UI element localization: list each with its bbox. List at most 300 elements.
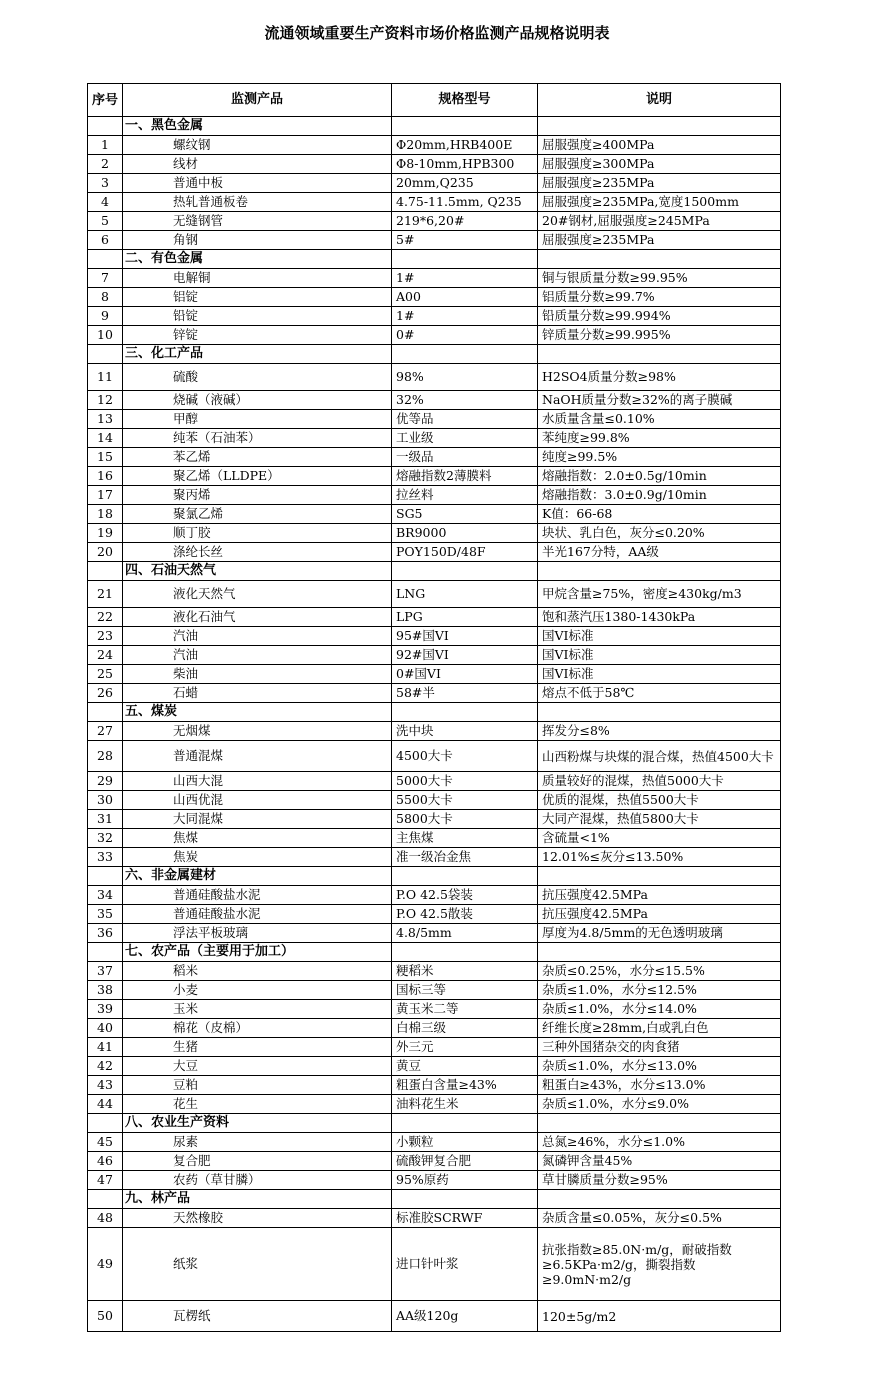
- row-number: 37: [88, 962, 123, 981]
- product-name: 花生: [123, 1095, 392, 1114]
- category-seq-cell: [88, 703, 123, 722]
- note-text: 总氮≥46%，水分≤1.0%: [538, 1133, 781, 1152]
- table-row: [88, 1076, 781, 1095]
- spec-value: 硫酸钾复合肥: [392, 1152, 538, 1171]
- spec-value: P.O 42.5袋装: [392, 886, 538, 905]
- row-number: 36: [88, 924, 123, 943]
- category-seq-cell: [88, 562, 123, 581]
- spec-value: Φ20mm,HRB400E: [392, 136, 538, 155]
- note-text: 大同产混煤，热值5800大卡: [538, 810, 781, 829]
- row-number: 30: [88, 791, 123, 810]
- spec-value: 32%: [392, 391, 538, 410]
- table-row: [88, 791, 781, 810]
- category-spec-cell: [392, 943, 538, 962]
- product-name: 角钢: [123, 231, 392, 250]
- category-spec-cell: [392, 1114, 538, 1133]
- product-name: 玉米: [123, 1000, 392, 1019]
- product-name: 农药（草甘膦）: [123, 1171, 392, 1190]
- spec-value: 95%原药: [392, 1171, 538, 1190]
- row-number: 22: [88, 608, 123, 627]
- note-text: 纤维长度≥28mm,白或乳白色: [538, 1019, 781, 1038]
- row-number: 35: [88, 905, 123, 924]
- note-text: 铜与银质量分数≥99.95%: [538, 269, 781, 288]
- product-name: 普通混煤: [123, 741, 392, 772]
- row-number: 17: [88, 486, 123, 505]
- table-row: [88, 1038, 781, 1057]
- row-number: 47: [88, 1171, 123, 1190]
- note-text: 屈服强度≥235MPa: [538, 174, 781, 193]
- note-text: 抗压强度42.5MPa: [538, 905, 781, 924]
- product-name: 无烟煤: [123, 722, 392, 741]
- table-row: [88, 448, 781, 467]
- category-row: [88, 562, 781, 581]
- row-number: 48: [88, 1209, 123, 1228]
- product-name: 电解铜: [123, 269, 392, 288]
- note-text: 挥发分≤8%: [538, 722, 781, 741]
- table-row: [88, 741, 781, 772]
- spec-value: 一级品: [392, 448, 538, 467]
- row-number: 46: [88, 1152, 123, 1171]
- product-name: 无缝钢管: [123, 212, 392, 231]
- note-text: 块状、乳白色，灰分≤0.20%: [538, 524, 781, 543]
- note-text: 屈服强度≥400MPa: [538, 136, 781, 155]
- note-text: 屈服强度≥235MPa,宽度1500mm: [538, 193, 781, 212]
- table-row: [88, 174, 781, 193]
- table-row: [88, 288, 781, 307]
- header-product: 监测产品: [123, 84, 392, 117]
- row-number: 43: [88, 1076, 123, 1095]
- product-name: 聚氯乙烯: [123, 505, 392, 524]
- category-label: 三、化工产品: [123, 345, 392, 364]
- spec-value: 95#国VI: [392, 627, 538, 646]
- spec-value: 5000大卡: [392, 772, 538, 791]
- product-name: 尿素: [123, 1133, 392, 1152]
- note-text: 20#钢材,屈服强度≥245MPa: [538, 212, 781, 231]
- category-spec-cell: [392, 867, 538, 886]
- category-seq-cell: [88, 250, 123, 269]
- category-note-cell: [538, 943, 781, 962]
- note-text: 12.01%≤灰分≤13.50%: [538, 848, 781, 867]
- table-row: [88, 505, 781, 524]
- category-row: [88, 943, 781, 962]
- row-number: 3: [88, 174, 123, 193]
- note-text: 铅质量分数≥99.994%: [538, 307, 781, 326]
- note-text: 杂质≤0.25%，水分≤15.5%: [538, 962, 781, 981]
- table-row: [88, 155, 781, 174]
- row-number: 2: [88, 155, 123, 174]
- note-text: 水质量含量≤0.10%: [538, 410, 781, 429]
- note-text: 杂质≤1.0%，水分≤9.0%: [538, 1095, 781, 1114]
- row-number: 11: [88, 364, 123, 391]
- row-number: 41: [88, 1038, 123, 1057]
- table-row: [88, 981, 781, 1000]
- row-number: 13: [88, 410, 123, 429]
- table-row: [88, 364, 781, 391]
- category-seq-cell: [88, 117, 123, 136]
- category-seq-cell: [88, 867, 123, 886]
- product-name: 硫酸: [123, 364, 392, 391]
- table-row: [88, 924, 781, 943]
- header-note: 说明: [538, 84, 781, 117]
- spec-value: POY150D/48F: [392, 543, 538, 562]
- spec-value: 1#: [392, 307, 538, 326]
- category-label: 九、林产品: [123, 1190, 392, 1209]
- spec-value: 国标三等: [392, 981, 538, 1000]
- note-text: 优质的混煤，热值5500大卡: [538, 791, 781, 810]
- table-row: [88, 1019, 781, 1038]
- table-row: [88, 665, 781, 684]
- category-row: [88, 117, 781, 136]
- spec-value: 洗中块: [392, 722, 538, 741]
- row-number: 45: [88, 1133, 123, 1152]
- product-name: 铝锭: [123, 288, 392, 307]
- table-row: [88, 962, 781, 981]
- note-text: 甲烷含量≥75%，密度≥430kg/m3: [538, 581, 781, 608]
- product-name: 普通硅酸盐水泥: [123, 886, 392, 905]
- spec-value: 5500大卡: [392, 791, 538, 810]
- note-text: 国VI标准: [538, 646, 781, 665]
- category-row: [88, 345, 781, 364]
- row-number: 32: [88, 829, 123, 848]
- note-text: NaOH质量分数≥32%的离子膜碱: [538, 391, 781, 410]
- table-row: [88, 1171, 781, 1190]
- table-row: [88, 627, 781, 646]
- spec-value: 粳稻米: [392, 962, 538, 981]
- category-label: 七、农产品（主要用于加工）: [123, 943, 392, 962]
- category-row: [88, 703, 781, 722]
- table-row: [88, 886, 781, 905]
- table-row: [88, 608, 781, 627]
- category-spec-cell: [392, 562, 538, 581]
- row-number: 29: [88, 772, 123, 791]
- note-text: 质量较好的混煤，热值5000大卡: [538, 772, 781, 791]
- spec-value: 58#半: [392, 684, 538, 703]
- table-row: [88, 1152, 781, 1171]
- category-seq-cell: [88, 345, 123, 364]
- note-text: 杂质≤1.0%，水分≤13.0%: [538, 1057, 781, 1076]
- spec-value: 5800大卡: [392, 810, 538, 829]
- category-label: 二、有色金属: [123, 250, 392, 269]
- note-text: 苯纯度≥99.8%: [538, 429, 781, 448]
- spec-value: 准一级冶金焦: [392, 848, 538, 867]
- note-text: 抗张指数≥85.0N·m/g，耐破指数≥6.5KPa·m2/g，撕裂指数≥9.0mN·m2/g: [538, 1228, 781, 1301]
- product-name: 液化天然气: [123, 581, 392, 608]
- note-text: 铝质量分数≥99.7%: [538, 288, 781, 307]
- row-number: 4: [88, 193, 123, 212]
- product-name: 烧碱（液碱）: [123, 391, 392, 410]
- spec-value: AA级120g: [392, 1301, 538, 1332]
- table-row: [88, 848, 781, 867]
- note-text: 熔融指数：3.0±0.9g/10min: [538, 486, 781, 505]
- spec-value: 4.8/5mm: [392, 924, 538, 943]
- row-number: 50: [88, 1301, 123, 1332]
- note-text: 国VI标准: [538, 627, 781, 646]
- spec-value: 外三元: [392, 1038, 538, 1057]
- spec-value: 油料花生米: [392, 1095, 538, 1114]
- spec-value: P.O 42.5散装: [392, 905, 538, 924]
- spec-value: 98%: [392, 364, 538, 391]
- note-text: 三种外国猪杂交的肉食猪: [538, 1038, 781, 1057]
- table-row: [88, 829, 781, 848]
- table-row: [88, 1133, 781, 1152]
- row-number: 6: [88, 231, 123, 250]
- table-row: [88, 1057, 781, 1076]
- category-note-cell: [538, 117, 781, 136]
- spec-value: 黄豆: [392, 1057, 538, 1076]
- spec-value: 5#: [392, 231, 538, 250]
- table-row: [88, 1000, 781, 1019]
- table-row: [88, 905, 781, 924]
- note-text: 含硫量<1%: [538, 829, 781, 848]
- category-label: 六、非金属建材: [123, 867, 392, 886]
- spec-value: 1#: [392, 269, 538, 288]
- product-name: 热轧普通板卷: [123, 193, 392, 212]
- row-number: 34: [88, 886, 123, 905]
- header-spec: 规格型号: [392, 84, 538, 117]
- spec-value: 粗蛋白含量≥43%: [392, 1076, 538, 1095]
- category-note-cell: [538, 867, 781, 886]
- row-number: 26: [88, 684, 123, 703]
- product-name: 纯苯（石油苯）: [123, 429, 392, 448]
- table-row: [88, 231, 781, 250]
- row-number: 5: [88, 212, 123, 231]
- table-row: [88, 1095, 781, 1114]
- table-row: [88, 684, 781, 703]
- category-spec-cell: [392, 117, 538, 136]
- spec-value: 4.75-11.5mm, Q235: [392, 193, 538, 212]
- row-number: 33: [88, 848, 123, 867]
- note-text: 半光167分特，AA级: [538, 543, 781, 562]
- category-seq-cell: [88, 1190, 123, 1209]
- note-text: 纯度≥99.5%: [538, 448, 781, 467]
- category-spec-cell: [392, 345, 538, 364]
- spec-table: [87, 83, 781, 1332]
- category-row: [88, 1190, 781, 1209]
- product-name: 石蜡: [123, 684, 392, 703]
- note-text: H2SO4质量分数≥98%: [538, 364, 781, 391]
- spec-value: 工业级: [392, 429, 538, 448]
- table-row: [88, 543, 781, 562]
- product-name: 汽油: [123, 627, 392, 646]
- spec-value: 主焦煤: [392, 829, 538, 848]
- category-spec-cell: [392, 250, 538, 269]
- table-row: [88, 772, 781, 791]
- note-text: 抗压强度42.5MPa: [538, 886, 781, 905]
- category-note-cell: [538, 1114, 781, 1133]
- spec-value: 拉丝料: [392, 486, 538, 505]
- row-number: 40: [88, 1019, 123, 1038]
- row-number: 15: [88, 448, 123, 467]
- note-text: 氮磷钾含量45%: [538, 1152, 781, 1171]
- product-name: 线材: [123, 155, 392, 174]
- note-text: K值：66-68: [538, 505, 781, 524]
- note-text: 杂质≤1.0%，水分≤14.0%: [538, 1000, 781, 1019]
- product-name: 涤纶长丝: [123, 543, 392, 562]
- table-row: [88, 193, 781, 212]
- category-note-cell: [538, 345, 781, 364]
- category-row: [88, 250, 781, 269]
- table-row: [88, 1301, 781, 1332]
- spec-value: 标准胶SCRWF: [392, 1209, 538, 1228]
- category-row: [88, 1114, 781, 1133]
- category-label: 一、黑色金属: [123, 117, 392, 136]
- header-seq: 序号: [88, 84, 123, 117]
- category-label: 四、石油天然气: [123, 562, 392, 581]
- category-note-cell: [538, 250, 781, 269]
- product-name: 普通硅酸盐水泥: [123, 905, 392, 924]
- product-name: 复合肥: [123, 1152, 392, 1171]
- table-header-row: [88, 84, 781, 117]
- product-name: 纸浆: [123, 1228, 392, 1301]
- note-text: 杂质含量≤0.05%，灰分≤0.5%: [538, 1209, 781, 1228]
- table-row: [88, 581, 781, 608]
- spec-value: 0#: [392, 326, 538, 345]
- note-text: 粗蛋白≥43%，水分≤13.0%: [538, 1076, 781, 1095]
- category-seq-cell: [88, 943, 123, 962]
- table-row: [88, 212, 781, 231]
- category-label: 八、农业生产资料: [123, 1114, 392, 1133]
- table-row: [88, 1209, 781, 1228]
- category-note-cell: [538, 1190, 781, 1209]
- row-number: 38: [88, 981, 123, 1000]
- note-text: 饱和蒸汽压1380-1430kPa: [538, 608, 781, 627]
- row-number: 16: [88, 467, 123, 486]
- spec-value: 白棉三级: [392, 1019, 538, 1038]
- product-name: 山西大混: [123, 772, 392, 791]
- product-name: 浮法平板玻璃: [123, 924, 392, 943]
- row-number: 42: [88, 1057, 123, 1076]
- spec-value: 黄玉米二等: [392, 1000, 538, 1019]
- table-row: [88, 429, 781, 448]
- note-text: 屈服强度≥300MPa: [538, 155, 781, 174]
- spec-value: A00: [392, 288, 538, 307]
- table-row: [88, 136, 781, 155]
- spec-value: LNG: [392, 581, 538, 608]
- product-name: 汽油: [123, 646, 392, 665]
- product-name: 小麦: [123, 981, 392, 1000]
- spec-value: LPG: [392, 608, 538, 627]
- product-name: 棉花（皮棉）: [123, 1019, 392, 1038]
- table-row: [88, 486, 781, 505]
- spec-value: 92#国VI: [392, 646, 538, 665]
- table-row: [88, 524, 781, 543]
- spec-value: 219*6,20#: [392, 212, 538, 231]
- product-name: 顺丁胶: [123, 524, 392, 543]
- product-name: 大豆: [123, 1057, 392, 1076]
- row-number: 44: [88, 1095, 123, 1114]
- product-name: 螺纹钢: [123, 136, 392, 155]
- row-number: 27: [88, 722, 123, 741]
- table-row: [88, 810, 781, 829]
- product-name: 大同混煤: [123, 810, 392, 829]
- spec-value: 0#国VI: [392, 665, 538, 684]
- page-title: 流通领域重要生产资料市场价格监测产品规格说明表: [264, 24, 610, 42]
- row-number: 7: [88, 269, 123, 288]
- product-name: 焦煤: [123, 829, 392, 848]
- spec-value: 优等品: [392, 410, 538, 429]
- table-row: [88, 467, 781, 486]
- spec-value: 20mm,Q235: [392, 174, 538, 193]
- product-name: 液化石油气: [123, 608, 392, 627]
- product-name: 柴油: [123, 665, 392, 684]
- note-text: 屈服强度≥235MPa: [538, 231, 781, 250]
- row-number: 12: [88, 391, 123, 410]
- row-number: 21: [88, 581, 123, 608]
- category-row: [88, 867, 781, 886]
- category-spec-cell: [392, 703, 538, 722]
- product-name: 聚乙烯（LLDPE）: [123, 467, 392, 486]
- row-number: 28: [88, 741, 123, 772]
- row-number: 25: [88, 665, 123, 684]
- note-text: 厚度为4.8/5mm的无色透明玻璃: [538, 924, 781, 943]
- row-number: 20: [88, 543, 123, 562]
- note-text: 熔融指数：2.0±0.5g/10min: [538, 467, 781, 486]
- note-text: 杂质≤1.0%，水分≤12.5%: [538, 981, 781, 1000]
- row-number: 31: [88, 810, 123, 829]
- spec-value: 进口针叶浆: [392, 1228, 538, 1301]
- row-number: 1: [88, 136, 123, 155]
- note-text: 草甘膦质量分数≥95%: [538, 1171, 781, 1190]
- row-number: 24: [88, 646, 123, 665]
- table-row: [88, 1228, 781, 1301]
- note-text: 120±5g/m2: [538, 1301, 781, 1332]
- spec-value: BR9000: [392, 524, 538, 543]
- table-row: [88, 326, 781, 345]
- category-seq-cell: [88, 1114, 123, 1133]
- product-name: 苯乙烯: [123, 448, 392, 467]
- product-name: 焦炭: [123, 848, 392, 867]
- category-note-cell: [538, 562, 781, 581]
- row-number: 18: [88, 505, 123, 524]
- product-name: 锌锭: [123, 326, 392, 345]
- row-number: 49: [88, 1228, 123, 1301]
- table-row: [88, 307, 781, 326]
- table-row: [88, 410, 781, 429]
- row-number: 19: [88, 524, 123, 543]
- spec-value: SG5: [392, 505, 538, 524]
- category-spec-cell: [392, 1190, 538, 1209]
- spec-value: 4500大卡: [392, 741, 538, 772]
- product-name: 普通中板: [123, 174, 392, 193]
- note-text: 山西粉煤与块煤的混合煤，热值4500大卡: [538, 741, 781, 772]
- spec-value: 熔融指数2薄膜料: [392, 467, 538, 486]
- product-name: 生猪: [123, 1038, 392, 1057]
- spec-value: Φ8-10mm,HPB300: [392, 155, 538, 174]
- note-text: 锌质量分数≥99.995%: [538, 326, 781, 345]
- category-label: 五、煤炭: [123, 703, 392, 722]
- table-row: [88, 646, 781, 665]
- product-name: 豆粕: [123, 1076, 392, 1095]
- note-text: 熔点不低于58℃: [538, 684, 781, 703]
- row-number: 23: [88, 627, 123, 646]
- category-note-cell: [538, 703, 781, 722]
- table-body: [88, 117, 781, 1332]
- table-row: [88, 269, 781, 288]
- table-row: [88, 391, 781, 410]
- product-name: 铅锭: [123, 307, 392, 326]
- row-number: 8: [88, 288, 123, 307]
- table-row: [88, 722, 781, 741]
- product-name: 天然橡胶: [123, 1209, 392, 1228]
- spec-value: 小颗粒: [392, 1133, 538, 1152]
- row-number: 39: [88, 1000, 123, 1019]
- row-number: 10: [88, 326, 123, 345]
- row-number: 9: [88, 307, 123, 326]
- product-name: 聚丙烯: [123, 486, 392, 505]
- note-text: 国VI标准: [538, 665, 781, 684]
- product-name: 稻米: [123, 962, 392, 981]
- product-name: 甲醇: [123, 410, 392, 429]
